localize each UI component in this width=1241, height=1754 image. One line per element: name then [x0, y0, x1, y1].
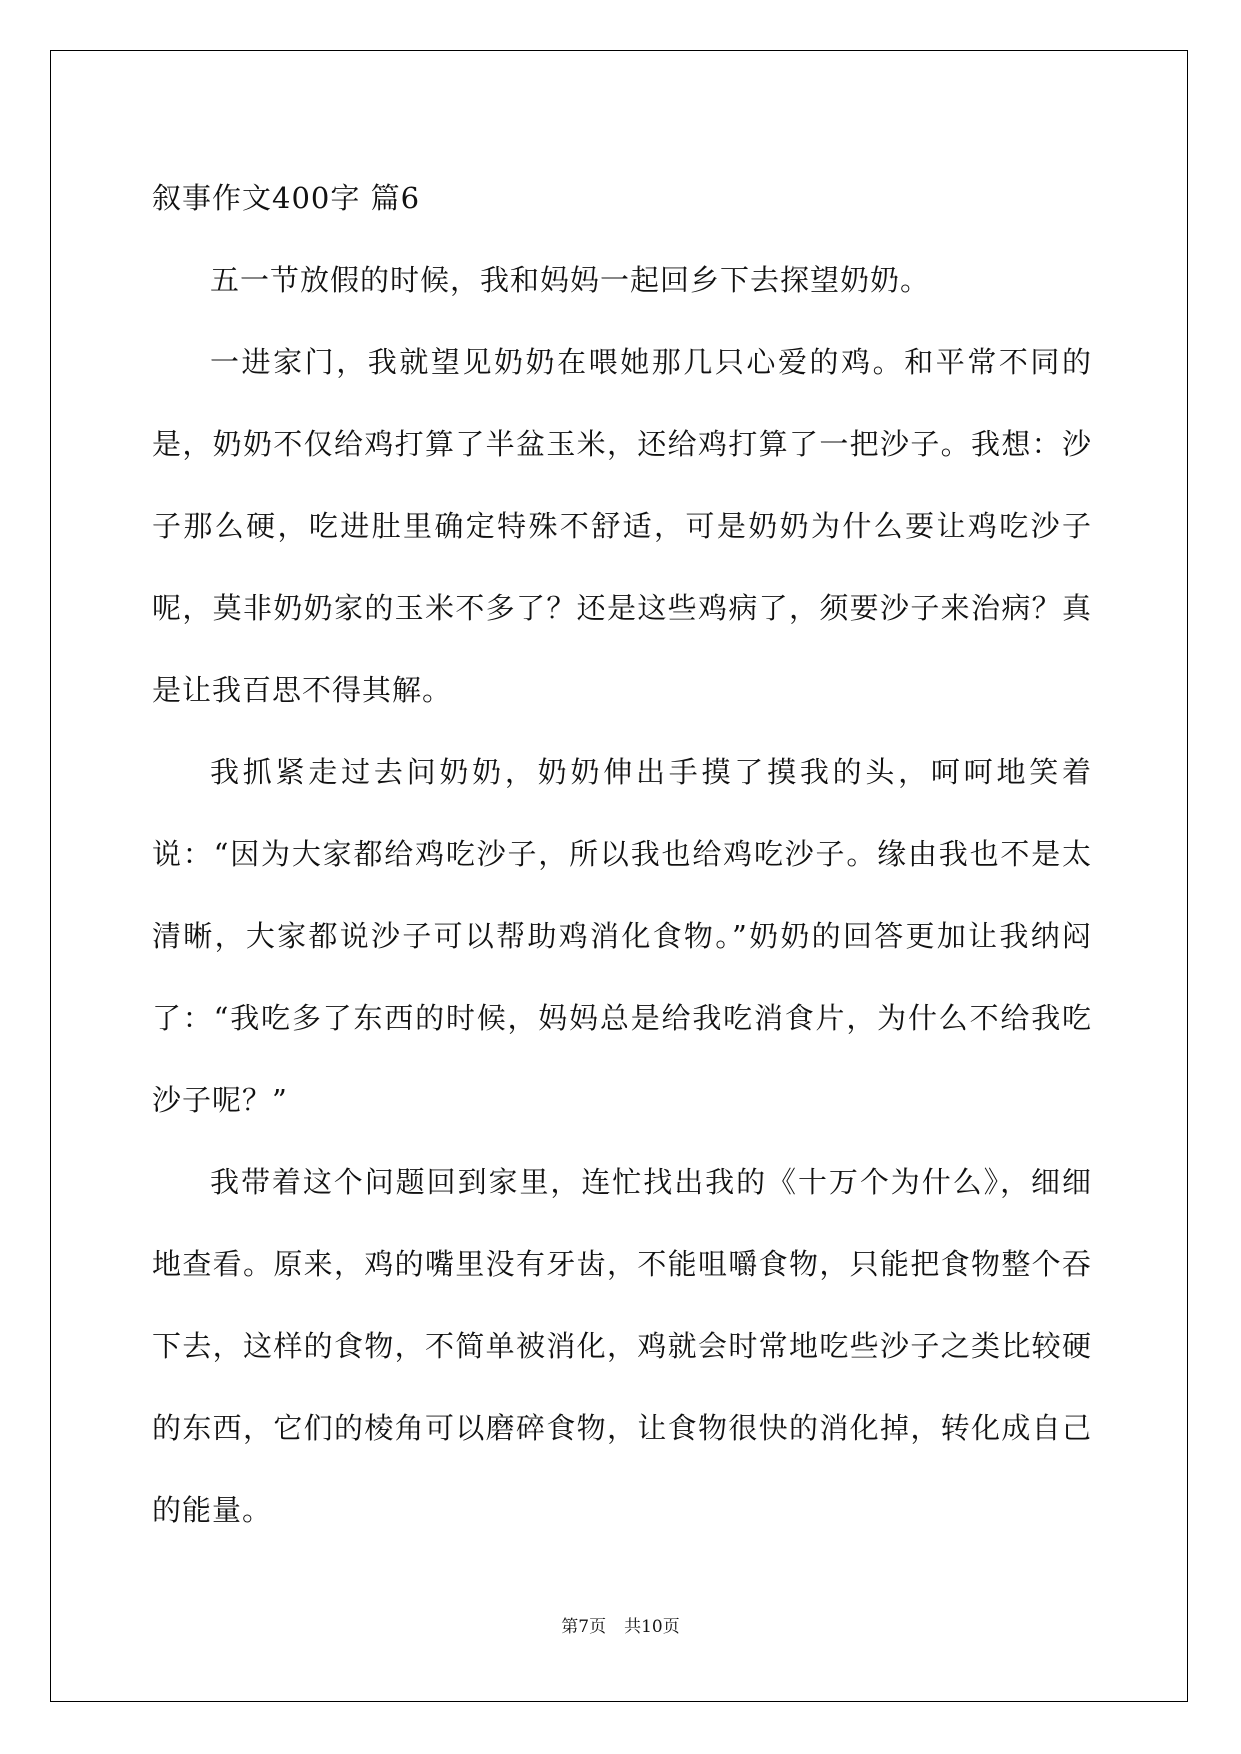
paragraph-3: 我抓紧走过去问奶奶，奶奶伸出手摸了摸我的头，呵呵地笑着说：“因为大家都给鸡吃沙子，所以我也给鸡吃沙子。缘由我也不是太清晰，大家都说沙子可以帮助鸡消化食物。”奶奶的回答更加让我纳闷了：“我吃多了东西的时候，妈妈总是给我吃消食片，为什么不给我吃沙子呢？”	[152, 755, 1092, 1117]
paragraph-2: 一进家门，我就望见奶奶在喂她那几只心爱的鸡。和平常不同的是，奶奶不仅给鸡打算了半盆玉米，还给鸡打算了一把沙子。我想：沙子那么硬，吃进肚里确定特殊不舒适，可是奶奶为什么要让鸡吃沙子呢，莫非奶奶家的玉米不多了？还是这些鸡病了，须要沙子来治病？真是让我百思不得其解。	[152, 345, 1092, 707]
total-pages-label: 共10页	[624, 1617, 680, 1637]
paragraph-4: 我带着这个问题回到家里，连忙找出我的《十万个为什么》，细细地查看。原来，鸡的嘴里没有牙齿，不能咀嚼食物，只能把食物整个吞下去，这样的食物，不简单被消化，鸡就会时常地吃些沙子之类比较硬的东西，它们的棱角可以磨碎食物，让食物很快的消化掉，转化成自己的能量。	[152, 1165, 1092, 1527]
paragraph-1: 五一节放假的时候，我和妈妈一起回乡下去探望奶奶。	[210, 263, 931, 297]
page-footer	[0, 1612, 1241, 1637]
current-page-label: 第7页	[561, 1617, 607, 1637]
document-body	[152, 157, 1092, 1551]
essay-heading: 叙事作文400字 篇6	[152, 181, 421, 215]
